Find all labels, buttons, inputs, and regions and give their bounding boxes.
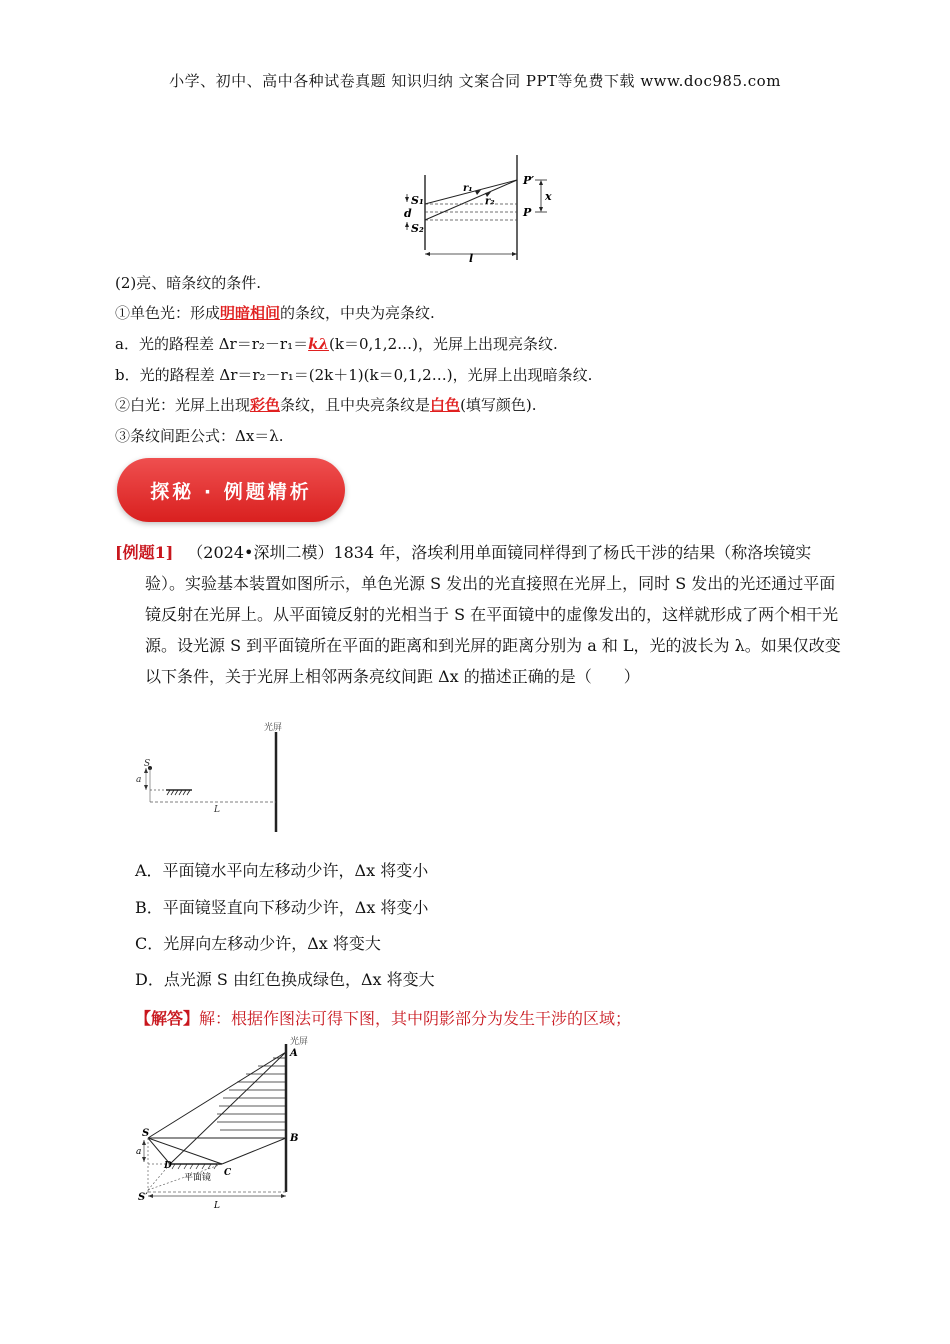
screen-label: 光屏 [290, 1037, 309, 1047]
highlight-answer: 白色 [430, 396, 461, 414]
option-b[interactable]: B．平面镜竖直向下移动少许，Δx 将变小 [135, 898, 429, 917]
spacing-formula-line: ③条纹间距公式：Δx＝λ. [115, 427, 284, 445]
s-point-label: S [142, 1128, 150, 1139]
interference-region-diagram [128, 1032, 328, 1214]
L-label: L [214, 805, 220, 815]
example-tag: [例题1] [115, 543, 174, 562]
a-point-label: A [290, 1048, 298, 1059]
d-point-label: D [164, 1161, 172, 1171]
c-point-label: C [224, 1168, 232, 1178]
condition-title: (2)亮、暗条纹的条件. [115, 274, 262, 292]
r2-label: r₂ [485, 196, 495, 207]
d-label: d [404, 207, 412, 220]
r1-label: r₁ [463, 183, 473, 194]
section-banner: 探秘 · 例题精析 [117, 458, 345, 522]
highlight-answer: 明暗相间 [220, 304, 281, 322]
s-prime-label: S′ [138, 1192, 148, 1203]
p-prime-label: P′ [523, 174, 535, 187]
option-d[interactable]: D．点光源 S 由红色换成绿色，Δx 将变大 [135, 970, 435, 989]
bright-fringe-line: a．光的路程差 Δr＝r₂－r₁＝kλ(k＝0,1,2…)，光屏上出现亮条纹. [115, 335, 558, 353]
s-label: S [144, 759, 151, 769]
example-text: （2024•深圳二模）1834 年，洛埃利用单面镜同样得到了杨氏干涉的结果（称洛埃镜实验）。实验基本装置如图所示，单色光源 S 发出的光直接照在光屏上，同时 S 发出的光还通过平面镜反射在光屏上。从平面镜反射的光相当于 S 在平面镜中的虚像发出的，这样就形成了两个相干光源。设光源 S 到平面镜所在平面的距离和到光屏的距离分别为 a 和 L，光的波长为 λ。如果仅改变以下条件，关于光屏上相邻两条亮纹间距 Δx 的描述正确的是（ ） [145, 543, 841, 686]
l-label: l [469, 252, 474, 265]
highlight-answer: kλ [308, 335, 330, 353]
s2-label: S₂ [411, 222, 424, 235]
white-light-line: ②白光：光屏上出现彩色条纹，且中央亮条纹是白色(填写颜色). [115, 396, 537, 414]
a-label: a [136, 775, 142, 785]
option-c[interactable]: C．光屏向左移动少许，Δx 将变大 [135, 934, 381, 953]
page-header: 小学、初中、高中各种试卷真题 知识归纳 文案合同 PPT等免费下载 www.doc985.com [169, 72, 781, 90]
screen-label: 光屏 [264, 723, 283, 733]
s1-label: S₁ [411, 194, 424, 207]
highlight-answer: 彩色 [250, 396, 281, 414]
option-a[interactable]: A．平面镜水平向左移动少许，Δx 将变小 [135, 861, 429, 880]
double-slit-diagram [395, 150, 565, 269]
L-label: L [214, 1201, 220, 1210]
answer-tag: 【解答】 [135, 1009, 200, 1028]
example-question [115, 537, 845, 692]
lloyd-mirror-diagram [128, 720, 298, 839]
answer-line [135, 1006, 631, 1029]
x-label: x [545, 190, 552, 203]
mirror-label: 平面镜 [184, 1173, 212, 1183]
p-label: P [523, 206, 532, 219]
answer-text: 解：根据作图法可得下图，其中阴影部分为发生干涉的区域； [199, 1009, 632, 1028]
b-point-label: B [290, 1133, 299, 1144]
monochrome-line: ①单色光：形成明暗相间的条纹，中央为亮条纹. [115, 304, 435, 322]
a-distance-label: a [136, 1147, 142, 1157]
dark-fringe-line: b．光的路程差 Δr＝r₂－r₁＝(2k＋1)(k＝0,1,2…)，光屏上出现暗条纹. [115, 366, 593, 384]
